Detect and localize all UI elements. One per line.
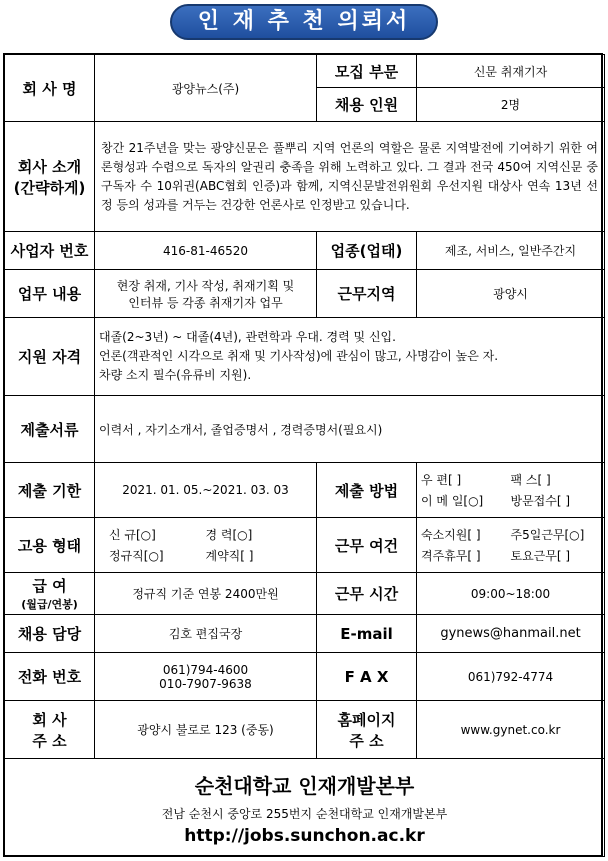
address-value: 광양시 불로로 123 (중동) — [95, 701, 317, 759]
company-value: 광양뉴스(주) — [95, 55, 317, 122]
qualification-label: 지원 자격 — [5, 318, 95, 396]
recruit-dept-label: 모집 부문 — [317, 55, 417, 88]
emp-new: 신 규[○] — [109, 528, 156, 542]
work-hours-label: 근무 시간 — [317, 573, 417, 615]
emp-type-label: 고용 형태 — [5, 518, 95, 573]
biz-no-label: 사업자 번호 — [5, 232, 95, 270]
duty-line2: 인터뷰 등 각종 취재기자 업무 — [128, 295, 283, 310]
homepage-label — [317, 701, 417, 759]
submit-visit: 방문접수[ ] — [510, 494, 571, 508]
industry-value: 제조, 서비스, 일반주간지 — [417, 232, 605, 270]
homepage-label-line1: 홈페이지 — [337, 710, 396, 729]
headcount-value: 2명 — [417, 88, 605, 122]
documents-value: 이력서 , 자기소개서, 졸업증명서 , 경력증명서(필요시) — [95, 396, 605, 463]
qualification-line1: 대졸(2~3년) ~ 대졸(4년), 관련학과 우대. 경력 및 신입. — [99, 330, 396, 344]
intro-label — [5, 122, 95, 232]
fax-value: 061)792-4774 — [417, 653, 605, 701]
emp-type-options — [95, 518, 317, 573]
homepage-value: www.gynet.co.kr — [417, 701, 605, 759]
address-label-line1: 회 사 — [32, 710, 67, 729]
phone-label: 전화 번호 — [5, 653, 95, 701]
duty-value — [95, 270, 317, 318]
address-label — [5, 701, 95, 759]
footer-org: 순천대학교 인재개발본부 — [194, 773, 415, 798]
emp-contract: 계약직[ ] — [205, 549, 254, 563]
phone-line2: 010-7907-9638 — [159, 676, 252, 691]
form-table — [4, 54, 605, 857]
submit-post: 우 편[ ] — [421, 473, 462, 487]
submit-email: 이 메 일[○] — [421, 494, 484, 508]
cond-five-day: 주5일근무[○] — [510, 528, 585, 542]
cond-alt-holiday: 격주휴무[ ] — [421, 549, 481, 563]
duty-label: 업무 내용 — [5, 270, 95, 318]
fax-label: F A X — [317, 653, 417, 701]
location-value: 광양시 — [417, 270, 605, 318]
cond-dorm: 숙소지원[ ] — [421, 528, 481, 542]
email-value: gynews@hanmail.net — [417, 615, 605, 653]
headcount-label: 채용 인원 — [317, 88, 417, 122]
contact-person-label: 채용 담당 — [5, 615, 95, 653]
footer-url[interactable]: http://jobs.sunchon.ac.kr — [184, 825, 425, 846]
salary-label-line2: (월급/연봉) — [21, 598, 78, 611]
qualification-line2: 언론(객관적인 시각으로 취재 및 기사작성)에 관심이 많고, 사명감이 높은 자. — [99, 349, 499, 363]
contact-person-value: 김호 편집국장 — [95, 615, 317, 653]
cond-saturday: 토요근무[ ] — [510, 549, 571, 563]
homepage-label-line2: 주 소 — [349, 731, 384, 750]
intro-label-line1: 회사 소개 — [17, 157, 82, 176]
company-label: 회 사 명 — [5, 55, 95, 122]
location-label: 근무지역 — [317, 270, 417, 318]
deadline-value: 2021. 01. 05.~2021. 03. 03 — [95, 463, 317, 518]
emp-career: 경 력[○] — [205, 528, 253, 542]
qualification-value — [95, 318, 605, 396]
footer — [5, 759, 605, 857]
recruit-dept-value: 신문 취재기자 — [417, 55, 605, 88]
salary-label-line1: 급 여 — [32, 577, 67, 595]
title-area — [0, 0, 608, 48]
address-label-line2: 주 소 — [32, 731, 67, 750]
conditions-options — [417, 518, 605, 573]
footer-address: 전남 순천시 중앙로 255번지 순천대학교 인재개발본부 — [161, 806, 448, 821]
submit-method-options — [417, 463, 605, 518]
phone-line1: 061)794-4600 — [162, 662, 249, 677]
qualification-line3: 차량 소지 필수(유류비 지원). — [99, 368, 252, 382]
deadline-label: 제출 기한 — [5, 463, 95, 518]
duty-line1: 현장 취재, 기사 작성, 취재기획 및 — [116, 278, 295, 293]
salary-label — [5, 573, 95, 615]
salary-value: 정규직 기준 연봉 2400만원 — [95, 573, 317, 615]
biz-no-value: 416-81-46520 — [95, 232, 317, 270]
intro-text: 창간 21주년을 맞는 광양신문은 풀뿌리 지역 언론의 역할은 물론 지역발전에 기여하기 위한 여론형성과 수렴으로 독자의 알권리 충족을 위해 노력하고 있다. 그 결과 전국 450여 지역신문 중 구독자 수 10위권(ABC협회 인증)과 함께, 지역신문발전위원회 우선지원 대상사 연속 13년 선정 등의 성과를 거두는 건강한 언론사로 인정받고 있습니다. — [95, 122, 605, 232]
phone-value — [95, 653, 317, 701]
submit-method-label: 제출 방법 — [317, 463, 417, 518]
submit-fax: 팩 스[ ] — [510, 473, 551, 487]
intro-label-line2: (간략하게) — [13, 178, 86, 197]
page-title: 인 재 추 천 의뢰서 — [170, 4, 438, 40]
emp-regular: 정규직[○] — [109, 549, 164, 563]
industry-label: 업종(업태) — [317, 232, 417, 270]
conditions-label: 근무 여건 — [317, 518, 417, 573]
email-label: E-mail — [317, 615, 417, 653]
work-hours-value: 09:00~18:00 — [417, 573, 605, 615]
documents-label: 제출서류 — [5, 396, 95, 463]
